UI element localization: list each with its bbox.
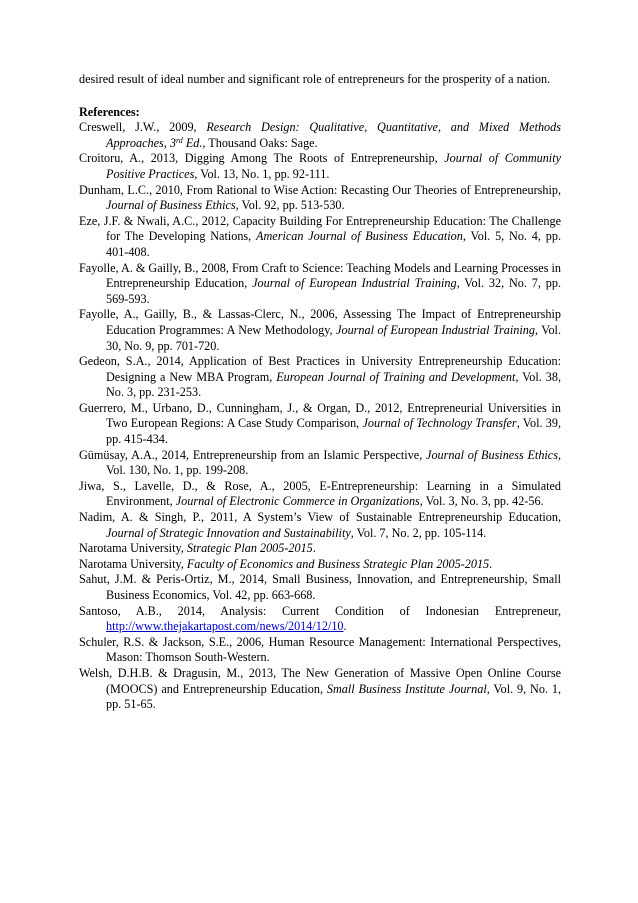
reference-text: Narotama University,	[79, 541, 187, 556]
reference-text: , Vol. 92, pp. 513-530.	[235, 198, 345, 213]
intro-paragraph: desired result of ideal number and significant role of entrepreneurs for the prosperity of a nation.	[79, 72, 551, 86]
reference-link[interactable]: http://www.thejakartapost.com/news/2014/12/10	[106, 619, 344, 634]
italic-title: Journal of Community Positive Practices	[106, 151, 561, 181]
reference-text: , Vol. 130, No. 1, pp. 199-208.	[106, 447, 561, 478]
italic-title: American Journal of Business Education	[256, 229, 463, 244]
reference-text: Nadim, A. & Singh, P., 2011, A System’s View of Sustainable Entrepreneurship Education,	[79, 510, 561, 525]
reference-entry	[79, 572, 561, 603]
reference-text: , Vol. 38, No. 3, pp. 231-253.	[106, 369, 561, 400]
reference-text: Fayolle, A. & Gailly, B., 2008, From Craft to Science: Teaching Models and Learning Processes in Entrepreneurship Education,	[79, 260, 561, 291]
reference-entry	[79, 214, 561, 261]
reference-entry	[79, 401, 561, 448]
reference-entry	[79, 541, 561, 557]
reference-text: .	[312, 541, 316, 556]
reference-entry	[79, 354, 561, 401]
reference-text: Gedeon, S.A., 2014, Application of Best Practices in University Entrepreneurship Education: Designing a New MBA Program,	[79, 354, 561, 384]
reference-entry	[79, 151, 561, 182]
reference-entry	[79, 307, 561, 354]
reference-entry	[79, 261, 561, 308]
reference-entry	[79, 183, 561, 214]
italic-title: Faculty of Economics and Business Strategic Plan 2005-2015	[186, 556, 490, 571]
reference-text: , Vol. 13, No. 1, pp. 92-111.	[194, 166, 330, 181]
reference-entry	[79, 635, 561, 666]
reference-text: Guerrero, M., Urbano, D., Cunningham, J., & Organ, D., 2012, Entrepreneurial Universities in Two European Regions: A Case Study Comparison,	[79, 400, 561, 431]
italic-title: Journal of Business Ethics	[426, 447, 558, 462]
italic-title: Journal of Electronic Commerce in Organizations	[175, 494, 420, 509]
reference-entry	[79, 479, 561, 510]
reference-text: Sahut, J.M. & Peris-Ortiz, M., 2014, Small Business, Innovation, and Entrepreneurship, Small Business Economics, Vol. 42, pp. 663-668.	[79, 572, 561, 602]
reference-entry	[79, 666, 561, 713]
reference-text: , Vol. 9, No. 1, pp. 51-65.	[106, 681, 561, 712]
reference-text: Jiwa, S., Lavelle, D., & Rose, A., 2005, E-Entrepreneurship: Learning in a Simulated Environment,	[79, 478, 561, 509]
reference-text: Schuler, R.S. & Jackson, S.E., 2006, Human Resource Management: International Perspectives, Mason: Thomson South-Western.	[79, 634, 561, 665]
italic-title: Strategic Plan 2005-2015	[186, 541, 313, 556]
italic-title: European Journal of Training and Development	[276, 369, 516, 384]
reference-text: Creswell, J.W., 2009,	[79, 120, 207, 135]
reference-entry	[79, 510, 561, 541]
document-page	[79, 72, 561, 713]
references-heading: References:	[79, 104, 140, 119]
reference-entry	[79, 604, 561, 635]
reference-entry	[79, 448, 561, 479]
italic-title: Journal of Business Ethics	[106, 198, 236, 213]
reference-text: .	[343, 619, 347, 634]
italic-title: Small Business Institute Journal	[326, 681, 487, 696]
reference-text: Eze, J.F. & Nwali, A.C., 2012, Capacity Building For Entrepreneurship Education: The Challenge for The Developing Nations,	[79, 213, 561, 244]
superscript: rd	[175, 135, 183, 145]
italic-title: Journal of Technology Transfer	[362, 416, 517, 431]
reference-text: , Vol. 39, pp. 415-434.	[106, 416, 561, 447]
italic-title: Journal of Strategic Innovation and Sustainability	[106, 525, 351, 540]
reference-text: Narotama University,	[79, 556, 187, 571]
reference-text: Croitoru, A., 2013, Digging Among The Roots of Entrepreneurship,	[79, 151, 445, 166]
italic-title: Ed.	[182, 135, 203, 150]
reference-list	[79, 120, 561, 713]
reference-entry	[79, 557, 561, 573]
reference-text: , Vol. 3, No. 3, pp. 42-56.	[419, 494, 544, 509]
reference-entry	[79, 120, 561, 151]
reference-text: Dunham, L.C., 2010, From Rational to Wise Action: Recasting Our Theories of Entrepreneurship,	[79, 182, 561, 197]
reference-text: , Vol. 30, No. 9, pp. 701-720.	[106, 322, 561, 353]
reference-text: , Vol. 5, No. 4, pp. 401-408.	[106, 229, 561, 259]
reference-text: , Vol. 32, No. 7, pp. 569-593.	[106, 276, 561, 306]
italic-title: Research Design: Qualitative, Quantitative, and Mixed Methods Approaches, 3	[106, 120, 561, 150]
reference-text: , Vol. 7, No. 2, pp. 105-114.	[350, 525, 487, 540]
reference-text: Gümüsay, A.A., 2014, Entrepreneurship from an Islamic Perspective,	[79, 447, 427, 462]
reference-text: Welsh, D.H.B. & Dragusin, M., 2013, The New Generation of Massive Open Online Course (MOOCS) and Entrepreneurship Education,	[79, 665, 561, 696]
reference-text: , Thousand Oaks: Sage.	[202, 135, 318, 150]
italic-title: Journal of European Industrial Training	[336, 322, 535, 337]
reference-text: Fayolle, A., Gailly, B., & Lassas-Clerc, N., 2006, Assessing The Impact of Entrepreneurship Education Programmes: A New Methodology,	[79, 307, 561, 337]
italic-title: Journal of European Industrial Training	[252, 276, 457, 291]
reference-text: .	[489, 556, 493, 571]
reference-text: Santoso, A.B., 2014, Analysis: Current Condition of Indonesian Entrepreneur,	[79, 603, 561, 618]
